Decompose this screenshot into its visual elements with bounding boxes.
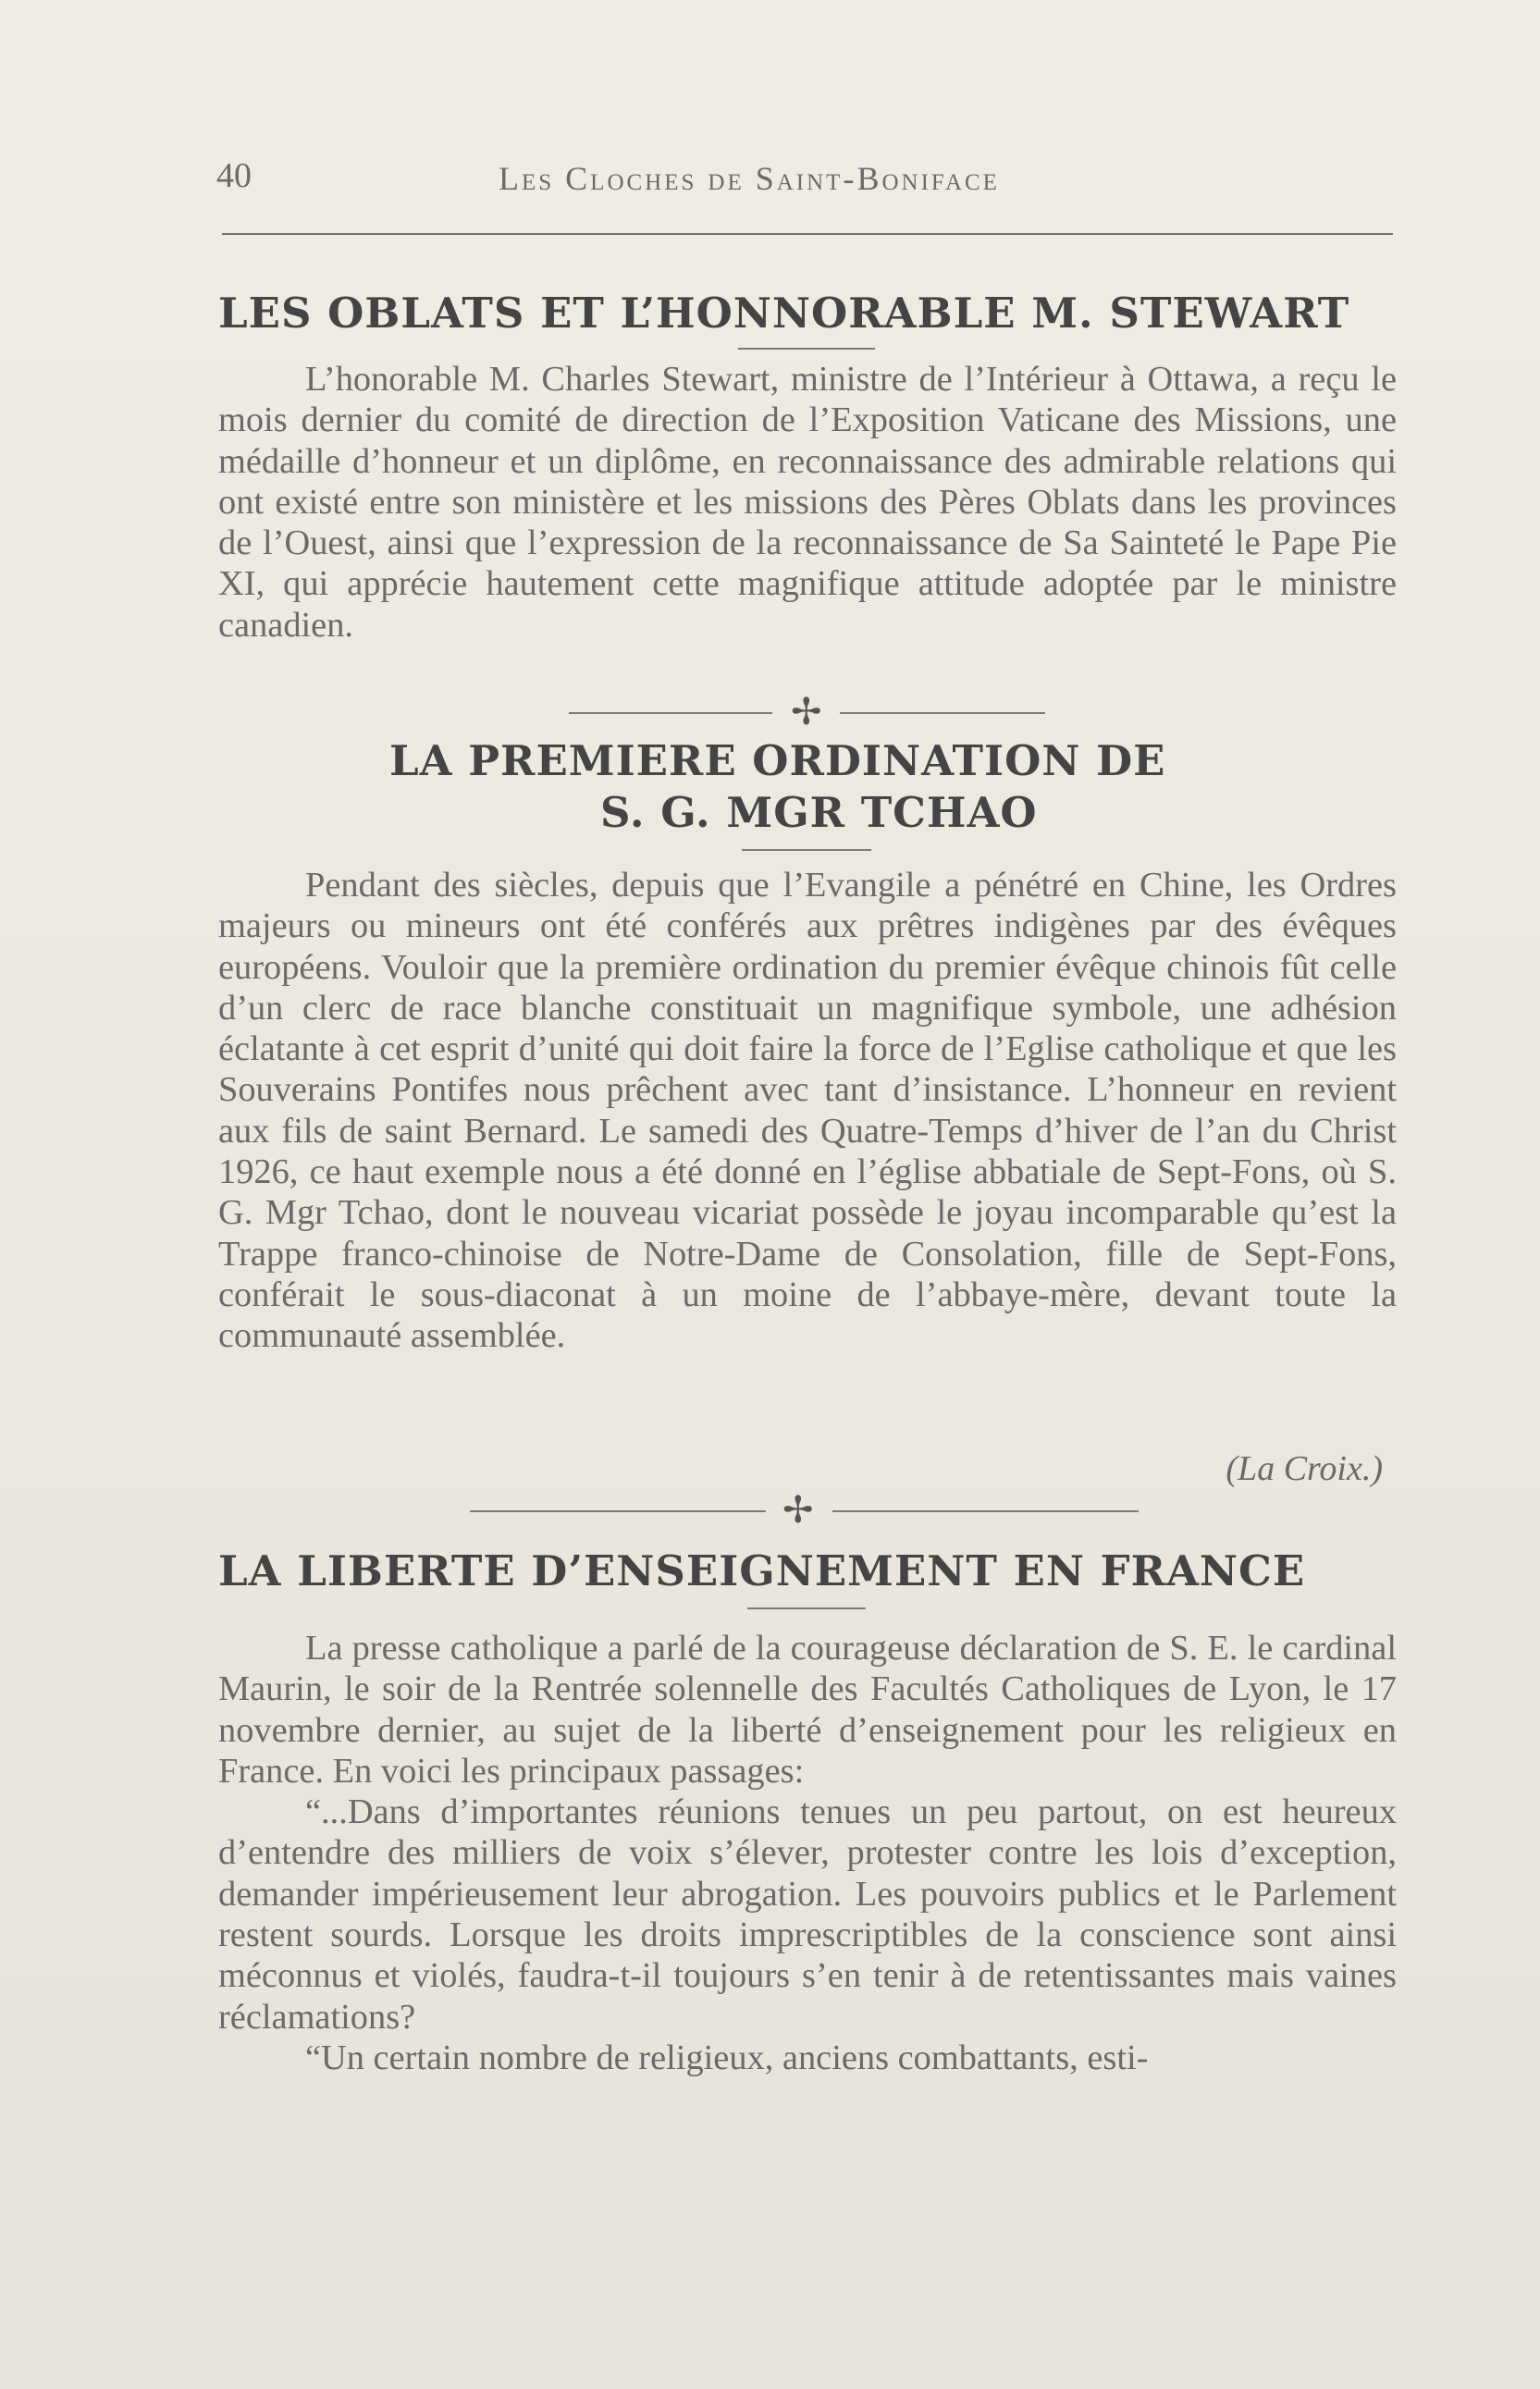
page-number: 40: [216, 156, 252, 195]
paragraph: “Un certain nombre de religieux, anciens combattants, esti-: [305, 2038, 1149, 2077]
header-rule: [222, 233, 1393, 235]
cross-ornament-icon: ✢: [791, 691, 822, 733]
article-body-liberte: [218, 1628, 1397, 2078]
article-title-oblats: LES OBLATS ET L’HONNORABLE M. STEWART: [218, 289, 1350, 338]
title-rule: [738, 348, 875, 350]
paragraph: La presse catholique a parlé de la courageuse déclaration de S. E. le cardinal Maurin, le soir de la Rentrée solennelle des Facultés Catholiques de Lyon, le 17 novembre dernier, au sujet de la liberté d’enseignement pour les religieux en France. En voici les principaux passages:: [218, 1629, 1397, 1791]
section-separator: [470, 1489, 1139, 1532]
title-rule: [747, 1607, 866, 1609]
section-separator: [569, 691, 1045, 733]
article-title-ordination-line2: S. G. MGR TCHAO: [600, 788, 1038, 837]
source-citation: (La Croix.): [1226, 1449, 1383, 1488]
cross-ornament-icon: ✢: [782, 1489, 814, 1532]
paragraph: Pendant des siècles, depuis que l’Evangile a pénétré en Chine, les Ordres majeurs ou mineurs ont été conférés aux prêtres indigènes par des évêques européens. Vouloir que la première ordination du premier évêque chinois fût celle d’un clerc de race blanche constituait un magnifique symbole, une adhésion éclatante à cet esprit d’unité qui doit faire la force de l’Eglise catholique et que les Souverains Pontifes nous prêchent avec tant d’insistance. L’honneur en revient aux fils de saint Bernard. Le samedi des Quatre-Temps d’hiver de l’an du Christ 1926, ce haut exemple nous a été donné en l’église abbatiale de Sept-Fons, où S. G. Mgr Tchao, dont le nouveau vicariat possède le joyau incomparable qu’est la Trappe franco-chinoise de Notre-Dame de Consolation, fille de Sept-Fons, conférait le sous-diaconat à un moine de l’abbaye-mère, devant toute la communauté assemblée.: [218, 866, 1397, 1356]
paragraph: “...Dans d’importantes réunions tenues un peu partout, on est heureux d’entendre des milliers de voix s’élever, protester contre les lois d’exception, demander impérieusement leur abrogation. Les pouvoirs publics et le Parlement restent sourds. Lorsque les droits imprescriptibles de la conscience sont ainsi méconnus et violés, faudra-t-il toujours s’en tenir à de retentissantes mais vaines réclamations?: [218, 1792, 1397, 2037]
article-title-ordination-line1: LA PREMIERE ORDINATION DE: [389, 736, 1166, 785]
page-header: [216, 155, 1391, 202]
article-body-ordination: [218, 865, 1397, 1357]
running-head: Les Cloches de Saint-Boniface: [499, 160, 1000, 197]
article-title-liberte: LA LIBERTE D’ENSEIGNEMENT EN FRANCE: [218, 1546, 1306, 1595]
title-rule: [742, 849, 871, 851]
article-body-oblats: [218, 359, 1397, 646]
paragraph: L’honorable M. Charles Stewart, ministre de l’Intérieur à Ottawa, a reçu le mois dernier du comité de direction de l’Exposition Vaticane des Missions, une médaille d’honneur et un diplôme, en reconnaissance des admirable relations qui ont existé entre son ministère et les missions des Pères Oblats dans les provinces de l’Ouest, ainsi que l’expression de la reconnaissance de Sa Sainteté le Pape Pie XI, qui apprécie hautement cette magnifique attitude adoptée par le ministre canadien.: [218, 360, 1397, 645]
